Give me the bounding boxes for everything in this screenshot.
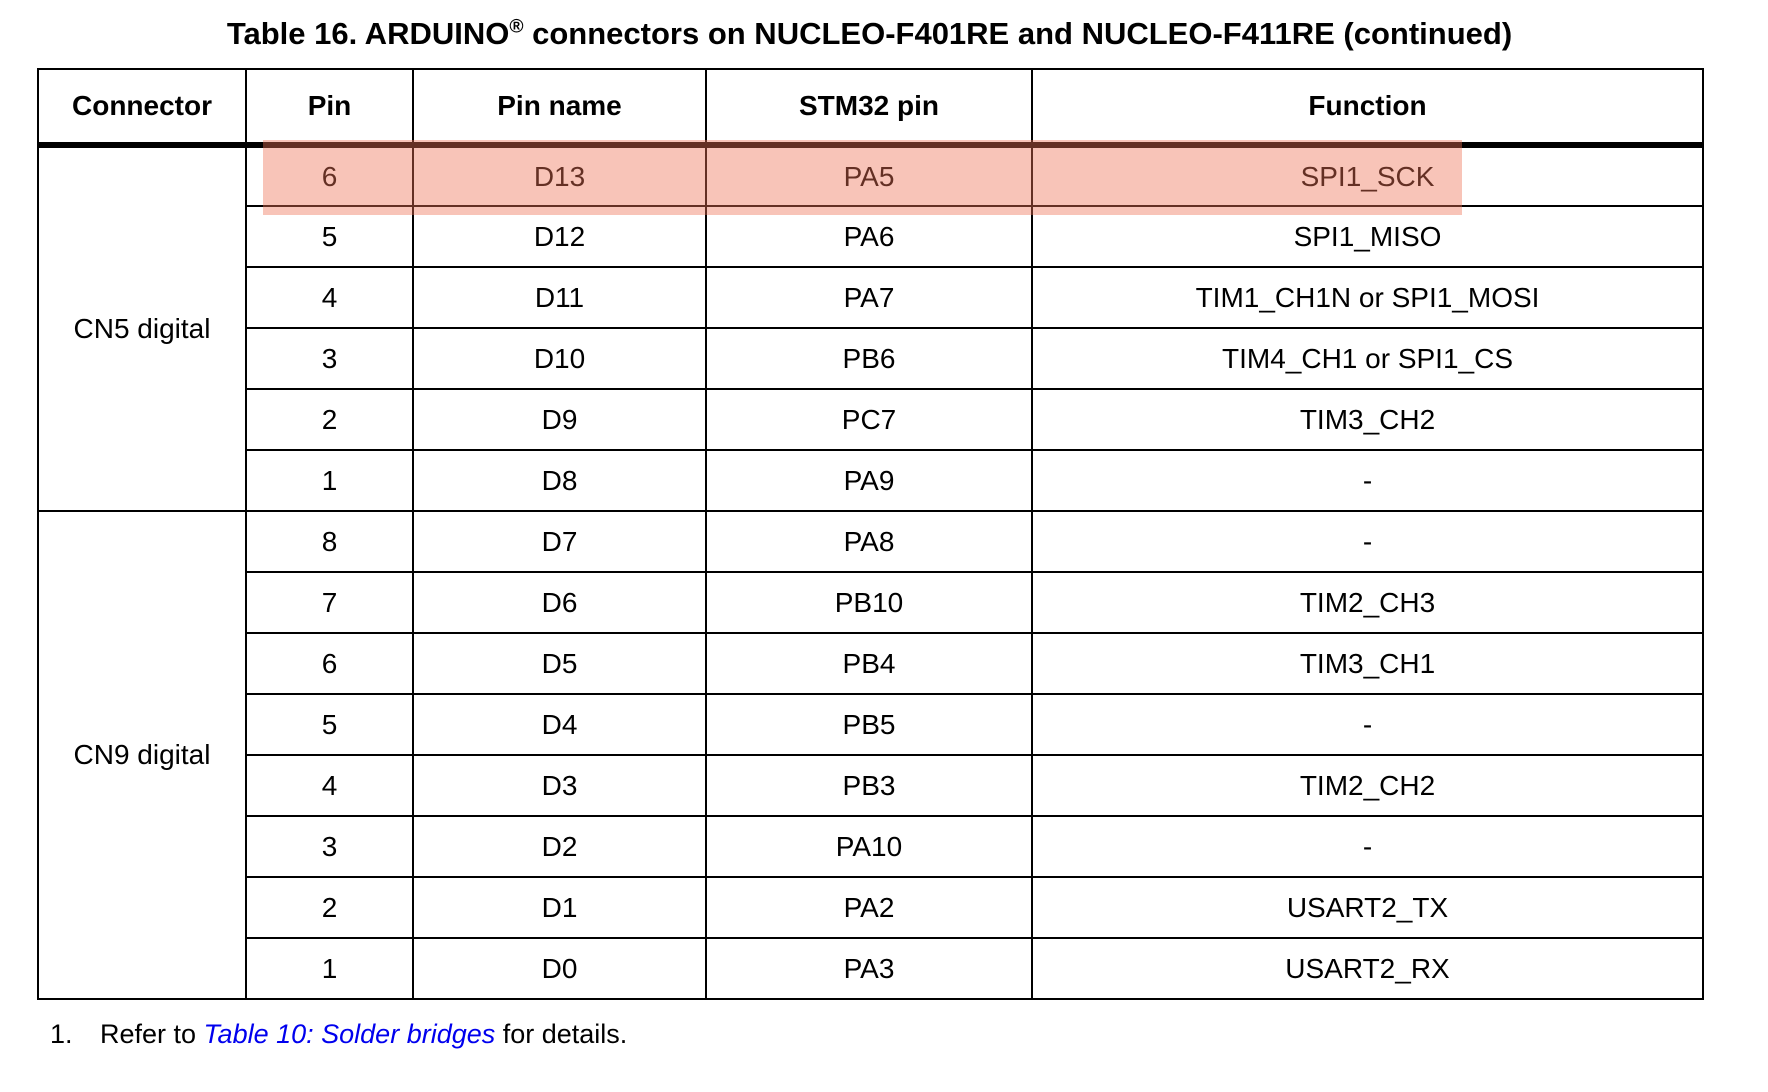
column-header: Connector	[38, 69, 246, 145]
table-title-suffix: connectors on NUCLEO-F401RE and NUCLEO-F411RE (continued)	[523, 16, 1513, 51]
cell-pin: 2	[246, 389, 413, 450]
cell-stm32-pin: PA5	[706, 145, 1032, 206]
cell-function: SPI1_SCK	[1032, 145, 1703, 206]
cell-pin-name: D10	[413, 328, 706, 389]
cell-function: TIM2_CH3	[1032, 572, 1703, 633]
table-row	[38, 633, 1703, 694]
column-header: Pin name	[413, 69, 706, 145]
column-header: Pin	[246, 69, 413, 145]
cell-stm32-pin: PA8	[706, 511, 1032, 572]
table-row	[38, 755, 1703, 816]
table-row	[38, 877, 1703, 938]
cell-pin-name: D3	[413, 755, 706, 816]
cell-pin-name: D0	[413, 938, 706, 999]
cell-pin-name: D1	[413, 877, 706, 938]
cell-pin: 6	[246, 145, 413, 206]
footnote-pre: Refer to	[100, 1019, 204, 1049]
cell-pin: 6	[246, 633, 413, 694]
header-row	[38, 69, 1703, 145]
solder-bridges-link[interactable]: Table 10: Solder bridges	[203, 1019, 496, 1049]
connector-cell: CN9 digital	[38, 511, 246, 999]
table-row	[38, 938, 1703, 999]
cell-stm32-pin: PA3	[706, 938, 1032, 999]
cell-stm32-pin: PA6	[706, 206, 1032, 267]
cell-pin: 1	[246, 938, 413, 999]
arduino-connector-table	[37, 68, 1704, 1000]
cell-pin-name: D11	[413, 267, 706, 328]
table-row	[38, 694, 1703, 755]
cell-function: USART2_TX	[1032, 877, 1703, 938]
table-row	[38, 450, 1703, 511]
column-header: Function	[1032, 69, 1703, 145]
column-header: STM32 pin	[706, 69, 1032, 145]
cell-pin-name: D4	[413, 694, 706, 755]
table-row	[38, 511, 1703, 572]
cell-pin: 4	[246, 755, 413, 816]
cell-stm32-pin: PC7	[706, 389, 1032, 450]
cell-pin: 5	[246, 206, 413, 267]
cell-stm32-pin: PB10	[706, 572, 1032, 633]
cell-pin: 3	[246, 328, 413, 389]
cell-stm32-pin: PB6	[706, 328, 1032, 389]
cell-function: TIM2_CH2	[1032, 755, 1703, 816]
cell-pin: 2	[246, 877, 413, 938]
cell-stm32-pin: PB4	[706, 633, 1032, 694]
cell-function: USART2_RX	[1032, 938, 1703, 999]
table-title-prefix: Table 16. ARDUINO	[226, 16, 510, 51]
cell-pin-name: D6	[413, 572, 706, 633]
cell-pin-name: D8	[413, 450, 706, 511]
registered-trademark-symbol: ®	[509, 16, 524, 38]
cell-pin-name: D12	[413, 206, 706, 267]
cell-pin: 4	[246, 267, 413, 328]
cell-stm32-pin: PA2	[706, 877, 1032, 938]
connector-cell: CN5 digital	[38, 145, 246, 511]
cell-pin: 3	[246, 816, 413, 877]
table-row	[38, 572, 1703, 633]
cell-function: SPI1_MISO	[1032, 206, 1703, 267]
cell-pin-name: D2	[413, 816, 706, 877]
cell-function: -	[1032, 816, 1703, 877]
cell-stm32-pin: PB3	[706, 755, 1032, 816]
cell-pin: 5	[246, 694, 413, 755]
cell-pin-name: D7	[413, 511, 706, 572]
cell-pin: 7	[246, 572, 413, 633]
footnote	[50, 1019, 627, 1050]
cell-function: TIM1_CH1N or SPI1_MOSI	[1032, 267, 1703, 328]
cell-function: -	[1032, 694, 1703, 755]
cell-pin-name: D13	[413, 145, 706, 206]
table-title	[37, 16, 1702, 52]
table-row	[38, 145, 1703, 206]
table-row	[38, 816, 1703, 877]
table-row	[38, 267, 1703, 328]
cell-pin: 8	[246, 511, 413, 572]
cell-pin: 1	[246, 450, 413, 511]
cell-function: -	[1032, 450, 1703, 511]
cell-pin-name: D9	[413, 389, 706, 450]
cell-function: -	[1032, 511, 1703, 572]
cell-stm32-pin: PB5	[706, 694, 1032, 755]
table-row	[38, 328, 1703, 389]
cell-pin-name: D5	[413, 633, 706, 694]
cell-stm32-pin: PA9	[706, 450, 1032, 511]
footnote-number: 1.	[50, 1019, 73, 1049]
cell-function: TIM4_CH1 or SPI1_CS	[1032, 328, 1703, 389]
table-row	[38, 206, 1703, 267]
footnote-post: for details.	[495, 1019, 628, 1049]
cell-function: TIM3_CH2	[1032, 389, 1703, 450]
footnote-text	[100, 1019, 627, 1050]
table-row	[38, 389, 1703, 450]
cell-stm32-pin: PA10	[706, 816, 1032, 877]
cell-function: TIM3_CH1	[1032, 633, 1703, 694]
cell-stm32-pin: PA7	[706, 267, 1032, 328]
